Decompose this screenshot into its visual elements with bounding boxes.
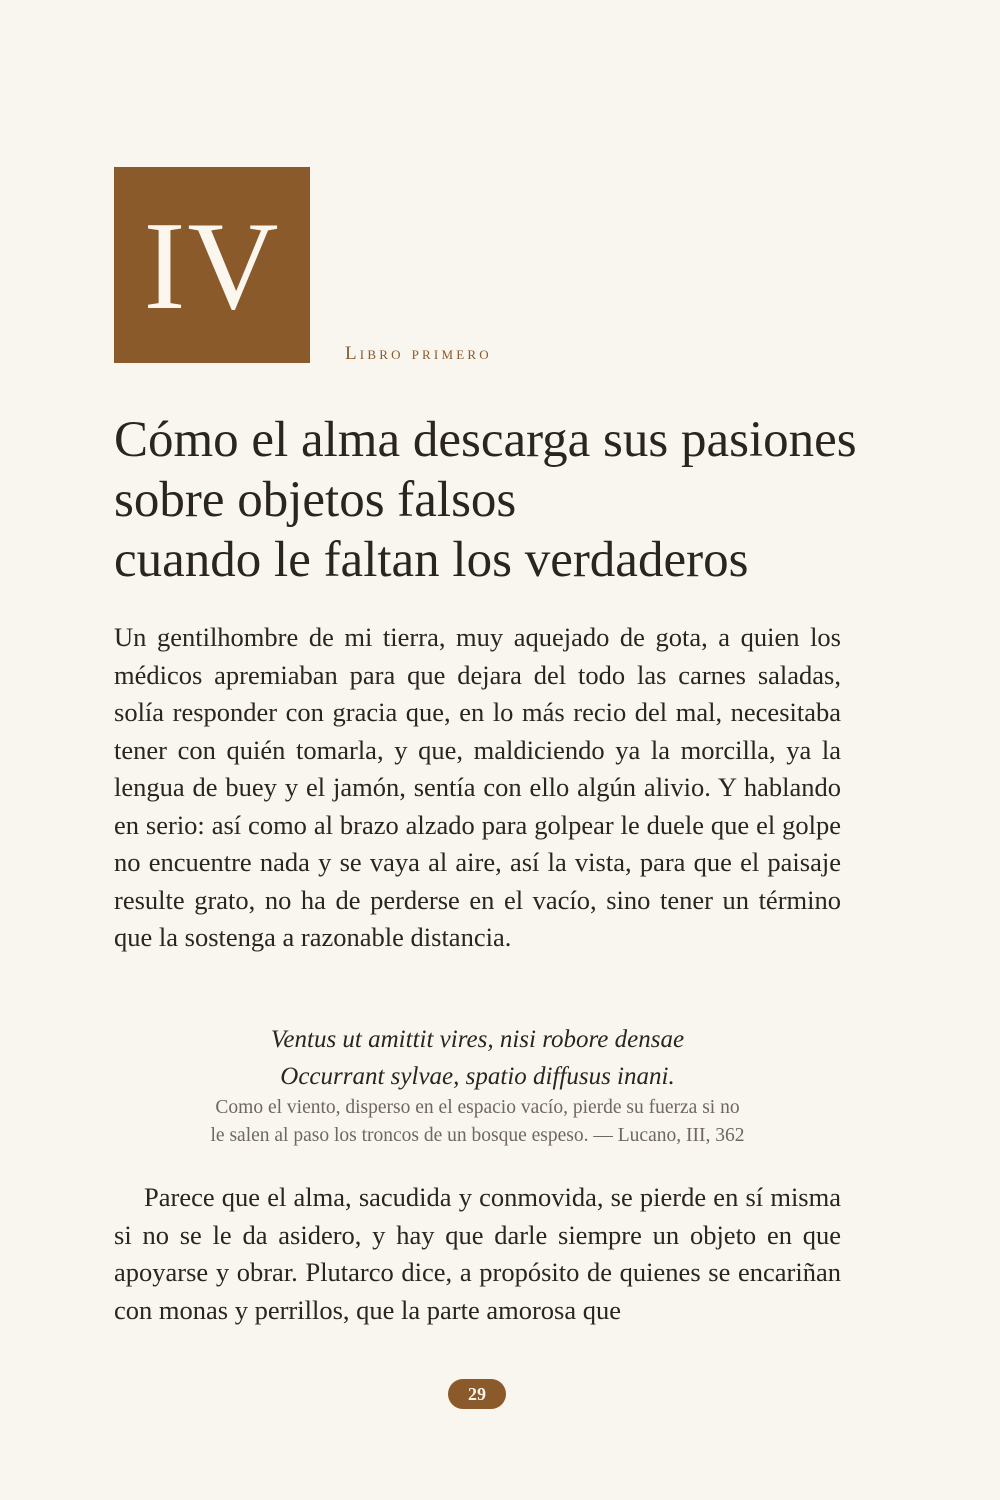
page-number-badge: 29 — [448, 1379, 506, 1409]
verse-translation-line: le salen al paso los troncos de un bosque espeso. — Lucano, III, 362 — [210, 1125, 745, 1146]
chapter-title-line: sobre objetos falsos — [114, 472, 517, 528]
chapter-title-line: Cómo el alma descarga sus pasiones — [114, 412, 857, 468]
body-paragraph: Un gentilhombre de mi tierra, muy aquejado de gota, a quien los médicos apremiaban para que dejara del todo las carnes saladas, solía responder con gracia que, en lo más recio del mal, necesitaba tener con quién tomarla, y que, maldiciendo ya la morcilla, ya la lengua de buey y el jamón, sentía con ello algún alivio. Y hablando en serio: así como al brazo alzado para golpear le duele que el golpe no encuentre nada y se vaya al aire, así la vista, para que el paisaje resulte grato, no ha de perderse en el vacío, sino tener un término que la sostenga a razonable distancia. — [114, 622, 841, 952]
chapter-numeral: IV — [143, 197, 281, 336]
chapter-number-box — [114, 167, 310, 363]
book-label: Libro primero — [345, 343, 492, 364]
chapter-title-line: cuando le faltan los verdaderos — [114, 532, 749, 588]
chapter-title — [114, 410, 874, 590]
verse-translation-line: Como el viento, disperso en el espacio vacío, pierde su fuerza si no — [215, 1097, 740, 1118]
latin-verse-line: Occurrant sylvae, spatio diffusus inani. — [280, 1063, 675, 1090]
latin-verse-line: Ventus ut amittit vires, nisi robore densae — [270, 1026, 685, 1053]
body-paragraph: Parece que el alma, sacudida y conmovida, se pierde en sí misma si no se le da asidero, y hay que darle siempre un objeto en que apoyarse y obrar. Plutarco dice, a propósito de quienes se encariñan con monas y perrillos, que la parte amorosa que — [114, 1182, 841, 1325]
